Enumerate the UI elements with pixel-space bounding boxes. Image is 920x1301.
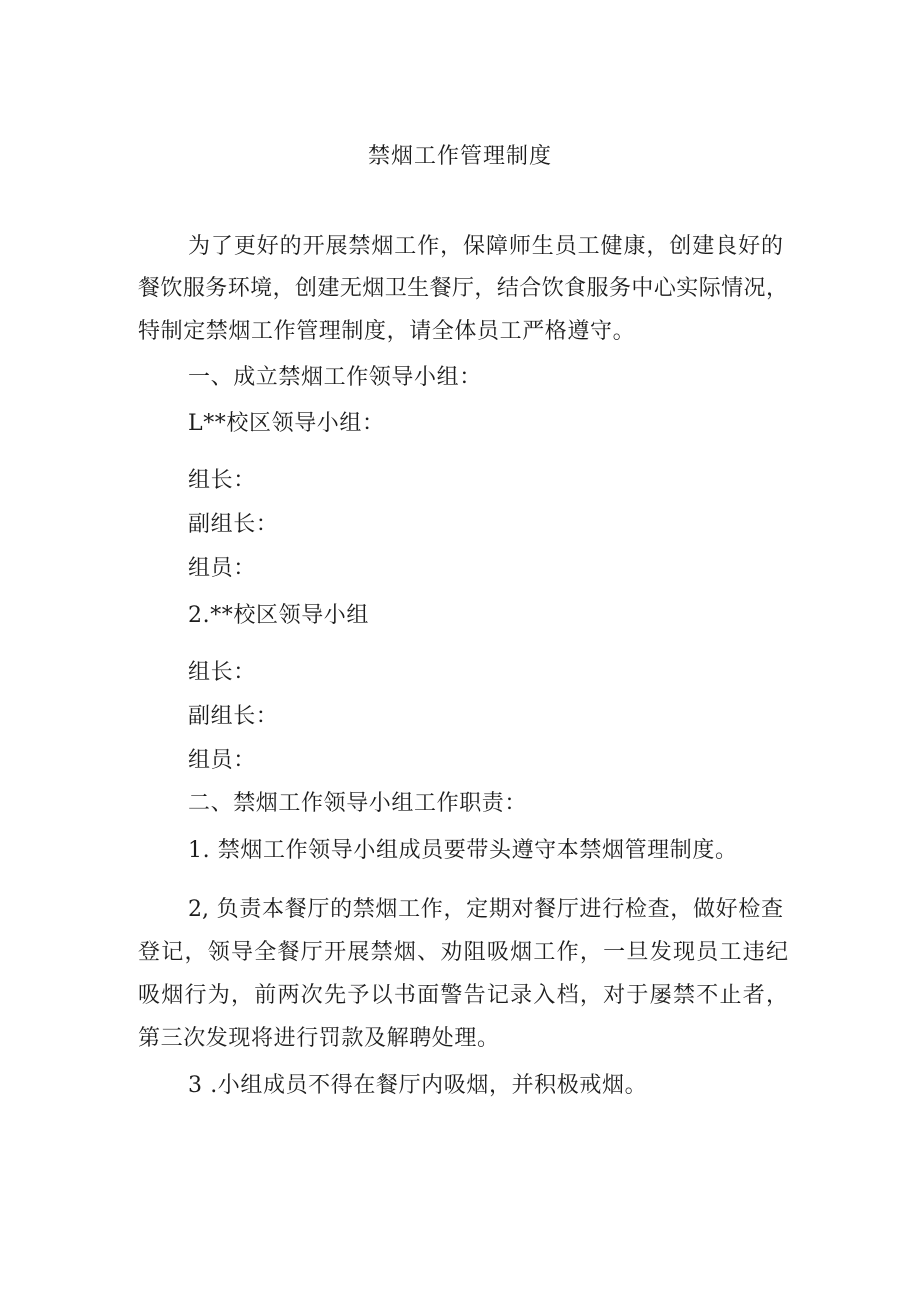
document-title: 禁烟工作管理制度 [367,144,552,169]
group-1-deputy-label: 副组长： [188,512,279,537]
duty-item-2-line: 2, 负责本餐厅的禁烟工作，定期对餐厅进行检查，做好检查 [188,897,783,922]
intro-line: 餐饮服务环境，创建无烟卫生餐厅，结合饮食服务中心实际情况， [138,276,788,301]
duty-item-3: 3 .小组成员不得在餐厅内吸烟，并积极戒烟。 [188,1073,648,1098]
duty-item-1: 1. 禁烟工作领导小组成员要带头遵守本禁烟管理制度。 [188,838,738,863]
group-1-members-label: 组员： [188,556,256,581]
section-1-heading: 一、成立禁烟工作领导小组： [188,365,482,390]
duty-item-2-line: 吸烟行为，前两次先予以书面警告记录入档，对于屡禁不止者， [138,983,788,1008]
group-2-name: 2.**校区领导小组 [188,603,369,628]
group-2-members-label: 组员： [188,748,256,773]
section-2-heading: 二、禁烟工作领导小组工作职责： [188,791,528,816]
intro-line: 特制定禁烟工作管理制度，请全体员工严格遵守。 [138,319,636,344]
duty-item-2-line: 第三次发现将进行罚款及解聘处理。 [138,1026,500,1051]
group-2-leader-label: 组长： [188,660,256,685]
intro-line: 为了更好的开展禁烟工作，保障师生员工健康，创建良好的 [188,234,783,259]
duty-item-2-line: 登记，领导全餐厅开展禁烟、劝阻吸烟工作，一旦发现员工违纪 [138,940,788,965]
group-1-name: L**校区领导小组： [188,411,385,436]
group-1-leader-label: 组长： [188,468,256,493]
group-2-deputy-label: 副组长： [188,704,279,729]
